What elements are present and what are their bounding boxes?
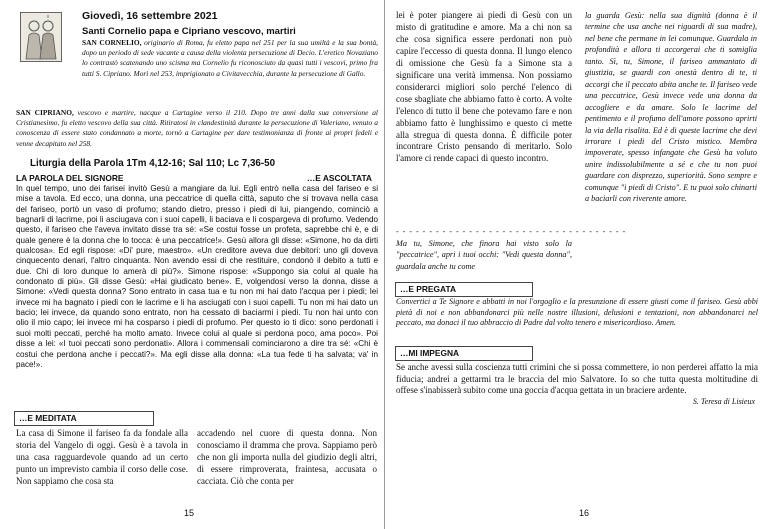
commitment-text: Se anche avessi sulla coscienza tutti crimini che si possa commettere, io non perderei affatto la mia fiducia; andrei a gettarmi tra le braccia del mio Salvatore. Io so che tutta questa moltitudine di offese s'inabisserà subito come una goccia d'acqua gettata in un braciere ardente.: [396, 362, 758, 396]
meditation-column-1: La casa di Simone il fariseo fa da fondale alla storia del Vangelo di oggi. Gesù è a tavola in una casa ragguardevole quando ad un certo punto un imprevisto cambia il corso delle cose. Non sappiamo che cosa sta: [16, 428, 188, 486]
gospel-text: In quel tempo, uno dei farisei invitò Gesù a mangiare da lui. Egli entrò nella casa del fariseo e si mise a tavola. Ed ecco, una donna, una peccatrice di quella città, saputo che si trovava nella casa del fariseo, portò un vaso di profumo; stando dietro, presso i piedi di lui, piangendo, cominciò a bagnarli di lacrime, poi li asciugava con i suoi capelli, li baciava e li cospargeva di profumo. Vedendo questo, il fariseo che l'aveva invitato disse tra sé: «Se costui fosse un profeta, saprebbe chi è, e di quale genere è la donna che lo tocca: è una peccatrice!». Gesù allora gli disse: «Simone, ho da dirti qualcosa». Ed egli rispose: «Di' pure, maestro». «Un creditore aveva due debitori: uno gli doveva cinquecento denari, l'altro cinquanta. Non avendo essi di che restituire, condonò il debito a tutti e due. Chi di loro dunque lo amerà di più?». Simone rispose: «Suppongo sia colui al quale ha condonato di più». Gli disse Gesù: «Hai giudicato bene». E, volgendosi verso la donna, disse a Simone: «Vedi questa donna? Sono entrato in casa tua e tu non mi hai dato l'acqua per i piedi; lei invece mi ha bagnato i piedi con le lacrime e li ha asciugati con i suoi capelli. Tu non mi hai dato un bacio; lei invece, da quando sono entrato, non ha cessato di baciarmi i piedi. Tu non hai unto con olio il mio capo; lei invece mi ha cosparso i piedi di profumo. Per questo io ti dico: sono perdonati i suoi molti peccati, perché ha molto amato. Invece colui al quale si perdona poco, ama poco». Poi disse a lei: «I tuoi peccati sono perdonati». Allora i commensali cominciarono a dire tra sé: «Chi è costui che perdona anche i peccati?». Ma egli disse alla donna: «La tua fede ti ha salvata; va' in pace!».: [16, 184, 378, 369]
right-page: [385, 0, 767, 529]
dashed-separator: - - - - - - - - - - - - - - - - - - - - - - - - - - - - - - - - - - -: [396, 227, 627, 236]
attribution: S. Teresa di Lisieux: [692, 397, 755, 406]
saints-figures-icon: [21, 13, 61, 61]
cornelio-text: originario di Roma, fu eletto papa nel 251 per la sua umiltà e la sua bontà, dopo un periodo di sede vacante a causa della violenta persecuzione di Decio. L'eretico Novaziano lo contrastò scatenando uno scisma ma Cornelio fu riconosciuto da quasi tutti i vescovi, primo fra tutti S. Cipriano. Morì nel 253, imprigionato a Civitavecchia, durante la persecuzione di Gallo.: [82, 38, 378, 78]
meditation-quote: Ma tu, Simone, che finora hai visto solo la "peccatrice", apri i tuoi occhi: "Vedi questa donna", guardala anche tu come: [396, 239, 572, 271]
cipriano-text: vescovo e martire, nacque a Cartagine verso il 210. Dopo tre anni dalla sua conversione al Cristianesimo, fu eletto vescovo della sua città. Ritiratosi in clandestinità durante la persecuzione di Valeriano, venuto a conoscenza di essere stato condannato a morte, tornò a Cartagine per dare testimonianza di fronte ai propri fedeli e venne decapitato nel 258.: [16, 108, 378, 148]
meditation-column-2: accadendo nel cuore di questa donna. Non conosciamo il dramma che prova. Sappiamo però che non gli importa nulla del giudizio degli altri, di essere rimproverata, fraintesa, accusata o cacciata. Ciò che conta per: [197, 428, 377, 486]
cornelio-name: SAN CORNELIO,: [82, 38, 142, 47]
ascoltata-label: …E ASCOLTATA: [306, 173, 372, 183]
prayer-text: Convertici a Te Signore e abbatti in noi l'orgoglio e la presunzione di essere giusti come il fariseo. Gesù abbi pietà di noi e non abbandonarci più nelle nostre illusioni, delusioni e tentazioni, non abbandonarci nel peccato, ma donaci il tuo abbraccio di Padre dal volto tenero e misericordioso. Amen.: [396, 297, 758, 328]
impegna-label: …MI IMPEGNA: [395, 346, 533, 361]
meditata-label: …E MEDITATA: [14, 411, 154, 426]
cornelio-bio-top: [82, 38, 378, 79]
page-number-left: 15: [184, 508, 195, 518]
date-heading: Giovedì, 16 settembre 2021: [82, 10, 218, 22]
pregata-label: …E PREGATA: [395, 282, 533, 297]
cipriano-bio: [16, 108, 378, 149]
saints-title: Santi Cornelio papa e Cipriano vescovo, martiri: [82, 26, 296, 37]
cipriano-name: SAN CIPRIANO,: [16, 108, 74, 117]
page-number-right: 16: [579, 508, 590, 518]
liturgy-title: Liturgia della Parola 1Tm 4,12-16; Sal 110; Lc 7,36-50: [30, 158, 276, 169]
meditation-continued-column-2: la guarda Gesù: nella sua dignità (donna è il termine che usa anche nei riguardi di sua madre), nel bene che permane in lei comunque. Guardala in profondità e allora ti accorgerai che ti somiglia tanto. Sì, tu, Simone, il fariseo ammantato di giustizia, se guardi con onestà dentro di te, ti accorgi che il peccato abita anche te. Il fariseo vede una peccatrice, Gesù invece vede una donna da accogliere e da amare. Solo le lacrime del pentimento e il profumo dell'amore possono aprirti la via della risalita. Ed è di queste lacrime che devi irrorare i piedi del Cristo mistico. Membra impoverate, spesso infangate che Gesù ha voluto unire indissolubilmente a sé e che tu non puoi guardare con disprezzo, superiorità. Sono sempre e comunque "i piedi di Cristo". E tu puoi solo chinarti a baciarli con riverente amore.: [585, 11, 757, 204]
saints-portrait-image: [20, 12, 62, 62]
parola-label: LA PAROLA DEL SIGNORE: [16, 173, 124, 183]
meditation-continued-column-1: lei è poter piangere ai piedi di Gesù con un misto di gratitudine e amore. Ma a chi non sa che cosa significa essere perdonati non può capire l'eccesso di questa donna. Il lungo elenco di omissione che Gesù fa a Simone sta a significare una verità immensa. Non possiamo considerarci migliori solo perché l'elenco di cose sbagliate che abbiamo fatto è corto. A volte l'elenco di tutto il bene che potevamo fare e non abbiamo fatto è lunghissimo e questo ci mette alla stregua di questa donna. È difficile poter incontrare Cristo pensando di meritarlo. Solo l'amore ci rende capaci di questo incontro.: [396, 10, 572, 164]
